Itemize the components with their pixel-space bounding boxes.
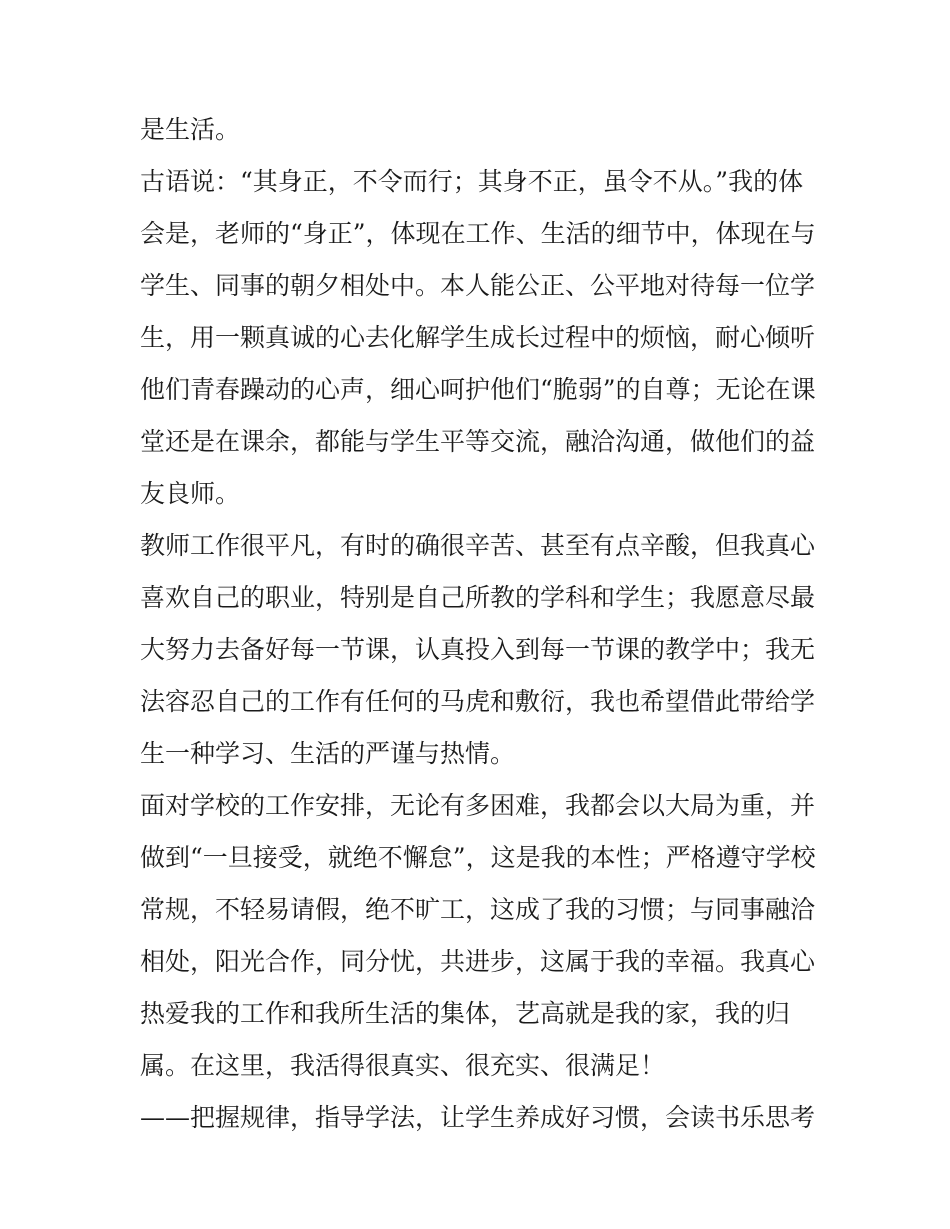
text-line: ——把握规律，指导学法，让学生养成好习惯，会读书乐思考 <box>140 1103 816 1132</box>
text-line: 古语说：“其身正，不令而行；其身不正，虽令不从。”我的体 <box>140 167 804 196</box>
text-line: 大努力去备好每一节课，认真投入到每一节课的教学中；我无 <box>140 635 816 664</box>
document-body <box>140 104 816 1144</box>
text-line: 友良师。 <box>140 479 241 508</box>
text-line: 他们青春躁动的心声，细心呵护他们“脆弱”的自尊；无论在课 <box>140 375 816 404</box>
text-line: 做到“一旦接受，就绝不懈怠”，这是我的本性；严格遵守学校 <box>140 843 816 872</box>
text-line: 属。在这里，我活得很真实、很充实、很满足！ <box>140 1051 666 1080</box>
text-line: 是生活。 <box>140 115 241 144</box>
text-line: 热爱我的工作和我所生活的集体，艺高就是我的家，我的归 <box>140 999 791 1028</box>
text-line: 喜欢自己的职业，特别是自己所教的学科和学生；我愿意尽最 <box>140 583 816 612</box>
text-line: 学生、同事的朝夕相处中。本人能公正、公平地对待每一位学 <box>140 271 816 300</box>
text-line: 堂还是在课余，都能与学生平等交流，融洽沟通，做他们的益 <box>140 427 816 456</box>
text-line: 生一种学习、生活的严谨与热情。 <box>140 739 516 768</box>
text-line: 面对学校的工作安排，无论有多困难，我都会以大局为重，并 <box>140 791 816 820</box>
text-line: 教师工作很平凡，有时的确很辛苦、甚至有点辛酸，但我真心 <box>140 531 816 560</box>
text-line: 生，用一颗真诚的心去化解学生成长过程中的烦恼，耐心倾听 <box>140 323 816 352</box>
text-line: 法容忍自己的工作有任何的马虎和敷衍，我也希望借此带给学 <box>140 687 816 716</box>
text-line: 会是，老师的“身正”，体现在工作、生活的细节中，体现在与 <box>140 219 816 248</box>
text-line: 常规，不轻易请假，绝不旷工，这成了我的习惯；与同事融洽 <box>140 895 816 924</box>
text-line: 相处，阳光合作，同分忧，共进步，这属于我的幸福。我真心 <box>140 947 816 976</box>
